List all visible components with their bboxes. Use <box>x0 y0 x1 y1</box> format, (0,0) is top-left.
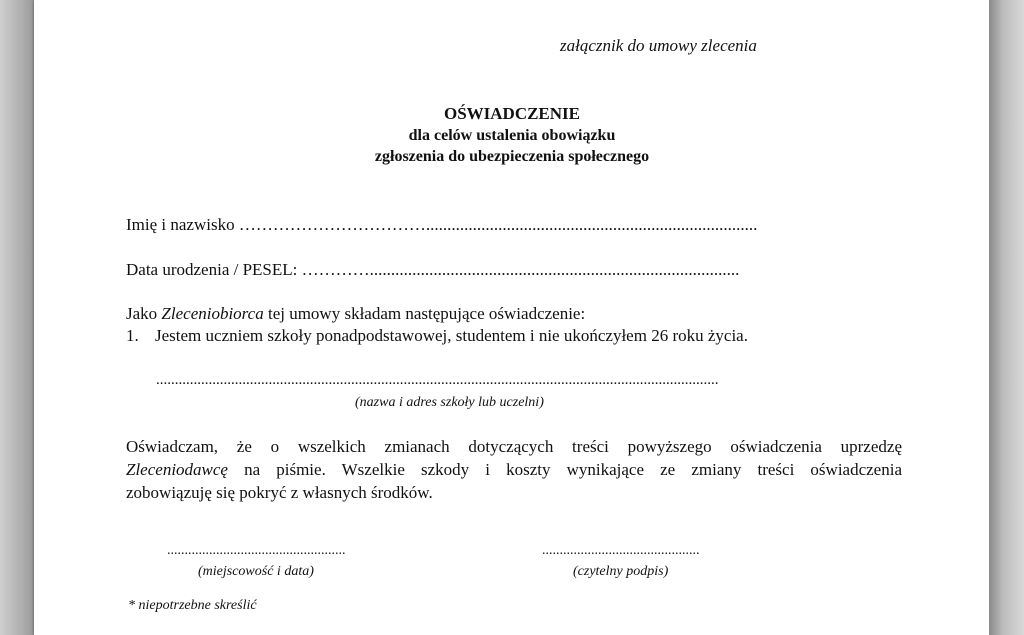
declaration-line-3: zobowiązuję się pokryć z własnych środków. <box>126 483 433 502</box>
place-date-caption: (miejscowość i data) <box>198 564 314 579</box>
place-date-dotted-line: ................................................... <box>167 543 346 558</box>
statement-item-1 <box>126 326 748 346</box>
document-subtitle-line2: zgłoszenia do ubezpieczenia społecznego <box>374 148 650 165</box>
document-title: OŚWIADCZENIE <box>443 104 581 123</box>
declaration-line-2 <box>126 458 902 481</box>
statement-intro <box>126 304 585 324</box>
attachment-note: załącznik do umowy zlecenia <box>560 36 757 55</box>
viewer-scroll-gutter <box>989 0 1024 635</box>
statement-intro-pre: Jako <box>126 304 162 323</box>
declaration-line-2-italic: Zleceniodawcę <box>126 460 228 479</box>
viewer-background-left <box>0 0 34 635</box>
school-caption: (nazwa i adres szkoły lub uczelni) <box>355 395 544 410</box>
item-number: 1. <box>126 326 139 345</box>
statement-intro-post: tej umowy składam następujące oświadczenie: <box>263 304 586 323</box>
dob-pesel-field-line: Data urodzenia / PESEL: …………....................................................................................... <box>126 260 740 279</box>
item-text: Jestem uczniem szkoły ponadpodstawowej, studentem i nie ukończyłem 26 roku życia. <box>155 326 748 345</box>
name-field-line: Imię i nazwisko …………………………….............................................................................. <box>126 215 758 234</box>
signature-caption: (czytelny podpis) <box>573 564 669 579</box>
statement-intro-role: Zleceniobiorca <box>161 304 264 323</box>
footnote: * niepotrzebne skreślić <box>128 598 257 613</box>
signature-dotted-line: ............................................. <box>542 543 700 558</box>
declaration-line-2-rest: na piśmie. Wszelkie szkody i koszty wynikające ze zmiany treści oświadczenia <box>227 460 902 479</box>
declaration-paragraph <box>126 435 902 504</box>
document-subtitle-line1: dla celów ustalenia obowiązku <box>408 127 616 144</box>
declaration-line-1: Oświadczam, że o wszelkich zmianach dotyczących treści powyższego oświadczenia uprzedzę <box>126 437 902 456</box>
school-name-dotted-line: ...................................................................................................................................................... <box>156 372 719 388</box>
